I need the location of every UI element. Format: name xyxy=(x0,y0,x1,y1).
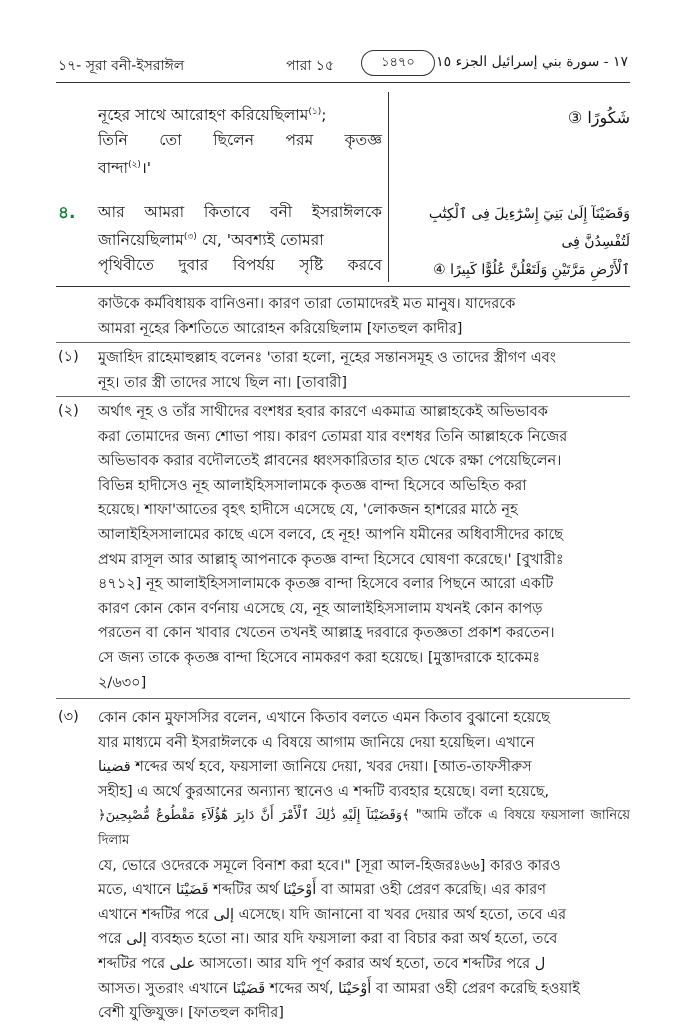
footnote-continuation: কাউকে কর্মবিধায়ক বানিওনা। কারণ তারা তোমাদেরই মত মানুষ। যাদেরকে আমরা নূহের কিশতিতে আরোহন করিয়েছিলাম [ফাতহুল কাদীর] xyxy=(98,296,516,337)
footnote-2: অর্থাৎ নূহ ও তাঁর সাথীদের বংশধর হবার কারণে একমাত্র আল্লাহকেই অভিভাবক করা তোমাদের জন্য শোভা পায়। কারণ তোমরা যার বংশধর তিনি আল্লাহকে নিজের অভিভাবক করার বদৌলতেই প্লাবনের ধ্বংসকারিতার হাত থেকে রক্ষা পেয়েছিলেন। বিভিন্ন হাদীসেও নূহ আলাইহিসসালামকে কৃতজ্ঞ বান্দা হিসেবে অভিহিত করা হয়েছে। শাফা'আতের বৃহৎ হাদীসে এসেছে যে, 'লোকজন হাশরের মাঠে নূহ আলাইহিসসালামের কাছে এসে বলবে, হে নূহ! আপনি যমীনের অধিবাসীদের কাছে প্রথম রাসূল আর আল্লাহ্ আপনাকে কৃতজ্ঞ বান্দা হিসেবে ঘোষণা করেছে।' [বুখারীঃ ৪৭১২] নূহ আলাইহিসসালামকে কৃতজ্ঞ বান্দা হিসেবে বলার পিছনে আরো একটি কারণ কোন কোন বর্ণনায় এসেছে যে, নূহ আলাইহিসসালাম যখনই কোন কাপড় পরতেন বা কোন খাবার খেতেন তখনই আল্লাহ্র দরবারে কৃতজ্ঞতা প্রকাশ করতেন। সে জন্য তাকে কৃতজ্ঞ বান্দা হিসেবে নামকরণ করা হয়েছে। [মুস্তাদরাকে হাকেমঃ ২/৬৩০] xyxy=(98,404,568,691)
surah-name-arabic: ١٧ - سورة بني إسرائيل الجزء ١٥ xyxy=(436,54,628,70)
page-header xyxy=(56,48,630,80)
footnote-divider xyxy=(56,396,630,397)
footnote-number: (৩) xyxy=(58,709,79,725)
arabic-verse-3-end: شَكُورًا ③ xyxy=(567,108,630,127)
verse-number: ৪. xyxy=(58,203,76,223)
surah-name-bengali: ১৭- সূরা বনী-ইসরাঈল xyxy=(58,58,185,74)
translation-verse-4: আর আমরা কিতাবে বনী ইসরাঈলকে জানিয়েছিলাম$^{(৩)}$ যে, 'অবশ্যই তোমরা পৃথিবীতে দুবার বিপর্যয় সৃষ্টি করবে xyxy=(98,203,382,275)
footnote-divider xyxy=(56,342,630,343)
column-divider xyxy=(388,92,389,282)
top-section-divider xyxy=(56,286,630,287)
page-number: ১৪৭০ xyxy=(361,50,435,76)
footnote-3: কোন কোন মুফাসসির বলেন, এখানে কিতাব বলতে এমন কিতাব বুঝানো হয়েছে যার মাধ্যমে বনী ইসরাঈলকে এ বিষয়ে আগাম জানিয়ে দেয়া হয়েছিল। এখানে قضينا শব্দের অর্থ হবে, ফয়সালা জানিয়ে দেয়া, খবর দেয়া। [আত-তাফসীরুস সহীহ] এ অর্থে কুরআনের অন্যান্য স্থানেও এ শব্দটি ব্যবহার হয়েছে। বলা হয়েছে, ﴿وَقَضَيْنَآ إِلَيْهِ ذَٰلِكَ ٱلْأَمْرَ أَنَّ دَابِرَ هَٰٓؤُلَآءِ مَقْطُوعٌ مُّصْبِحِينَ﴾ "আমি তাঁকে এ বিষয়ে ফয়সালা জানিয়ে দিলাম যে, ভোরে ওদেরকে সমূলে বিনাশ করা হবে।" [সূরা আল-হিজরঃ৬৬] কারও কারও মতে, এখানে قَضَيْنَا শব্দটির অর্থ أَوْحَيْنَا বা আমরা ওহী প্রেরণ করেছি। এর কারণ এখানে শব্দটির পরে إلى এসেছে। যদি জানানো বা খবর দেয়ার অর্থ হতো, তবে এর পরে إلى ব্যবহৃত হতো না। আর যদি ফয়সালা করা বা বিচার করা অর্থ হতো, তবে শব্দটির পরে على আসতো। আর যদি পূর্ণ করার অর্থ হতো, তবে শব্দটির পরে ل আসত। সুতরাং এখানে قَضَيْنَا শব্দের অর্থ, أَوْحَيْنَا বা আমরা ওহী প্রেরণ করেছি হওয়াই বেশী যুক্তিযুক্ত। [ফাতহুল কাদীর] xyxy=(98,710,630,1022)
footnote-number: (১) xyxy=(58,349,79,365)
para-label: পারা ১৫ xyxy=(286,58,334,74)
header-divider xyxy=(56,82,630,83)
translation-verse-3-end: নূহের সাথে আরোহণ করিয়েছিলাম$^{(১)}$; তিনি তো ছিলেন পরম কৃতজ্ঞ বান্দা$^{(২)}$।' xyxy=(98,106,382,178)
arabic-verse-4: وَقَضَيْنَآ إِلَىٰ بَنِيٓ إِسْرَٰٓءِيلَ فِى ٱلْكِتَٰبِ لَتُفْسِدُنَّ فِى ٱلْأَرْضِ مَرَّتَيْنِ وَلَتَعْلُنَّ عُلُوًّا كَبِيرًا ④ xyxy=(428,206,630,278)
footnote-number: (২) xyxy=(58,403,79,419)
footnote-divider xyxy=(56,698,630,699)
footnote-1: মুজাহিদ রাহেমাহুল্লাহ বলেনঃ 'তারা হলো, নূহের সন্তানসমূহ ও তাদের স্ত্রীগণ এবং নূহ। তার স্ত্রী তাদের সাথে ছিল না। [তাবারী] xyxy=(98,350,557,391)
